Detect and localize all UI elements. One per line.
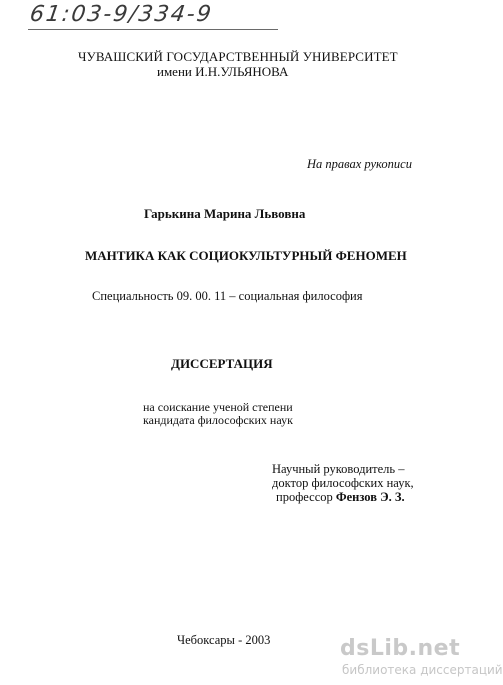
advisor-line-2: доктор философских наук,	[272, 476, 414, 490]
place-and-year: Чебоксары - 2003	[177, 633, 271, 647]
rights-note: На правах рукописи	[307, 157, 412, 171]
specialty-line: Специальность 09. 00. 11 – социальная философия	[92, 289, 363, 303]
advisor-title-prefix: профессор	[276, 490, 336, 504]
dissertation-title: МАНТИКА КАК СОЦИОКУЛЬТУРНЫЙ ФЕНОМЕН	[85, 248, 407, 263]
watermark-subtitle: библиотека диссертаций	[342, 663, 503, 677]
degree-line-2: кандидата философских наук	[143, 413, 293, 427]
degree-line-1: на соискание ученой степени	[143, 400, 293, 414]
advisor-line-1: Научный руководитель –	[272, 462, 405, 476]
watermark-logo: dsLib.net	[340, 636, 461, 661]
advisor-line-3	[276, 490, 405, 505]
handwritten-underline	[28, 29, 278, 30]
university-subtitle: имени И.Н.УЛЬЯНОВА	[157, 64, 289, 79]
handwritten-catalog-number: 61:03-9/334-9	[28, 2, 215, 27]
university-name: ЧУВАШСКИЙ ГОСУДАРСТВЕННЫЙ УНИВЕРСИТЕТ	[78, 49, 398, 64]
author-name: Гарькина Марина Львовна	[144, 206, 306, 221]
advisor-name: Фензов Э. З.	[335, 490, 405, 504]
document-type: ДИССЕРТАЦИЯ	[171, 356, 273, 371]
